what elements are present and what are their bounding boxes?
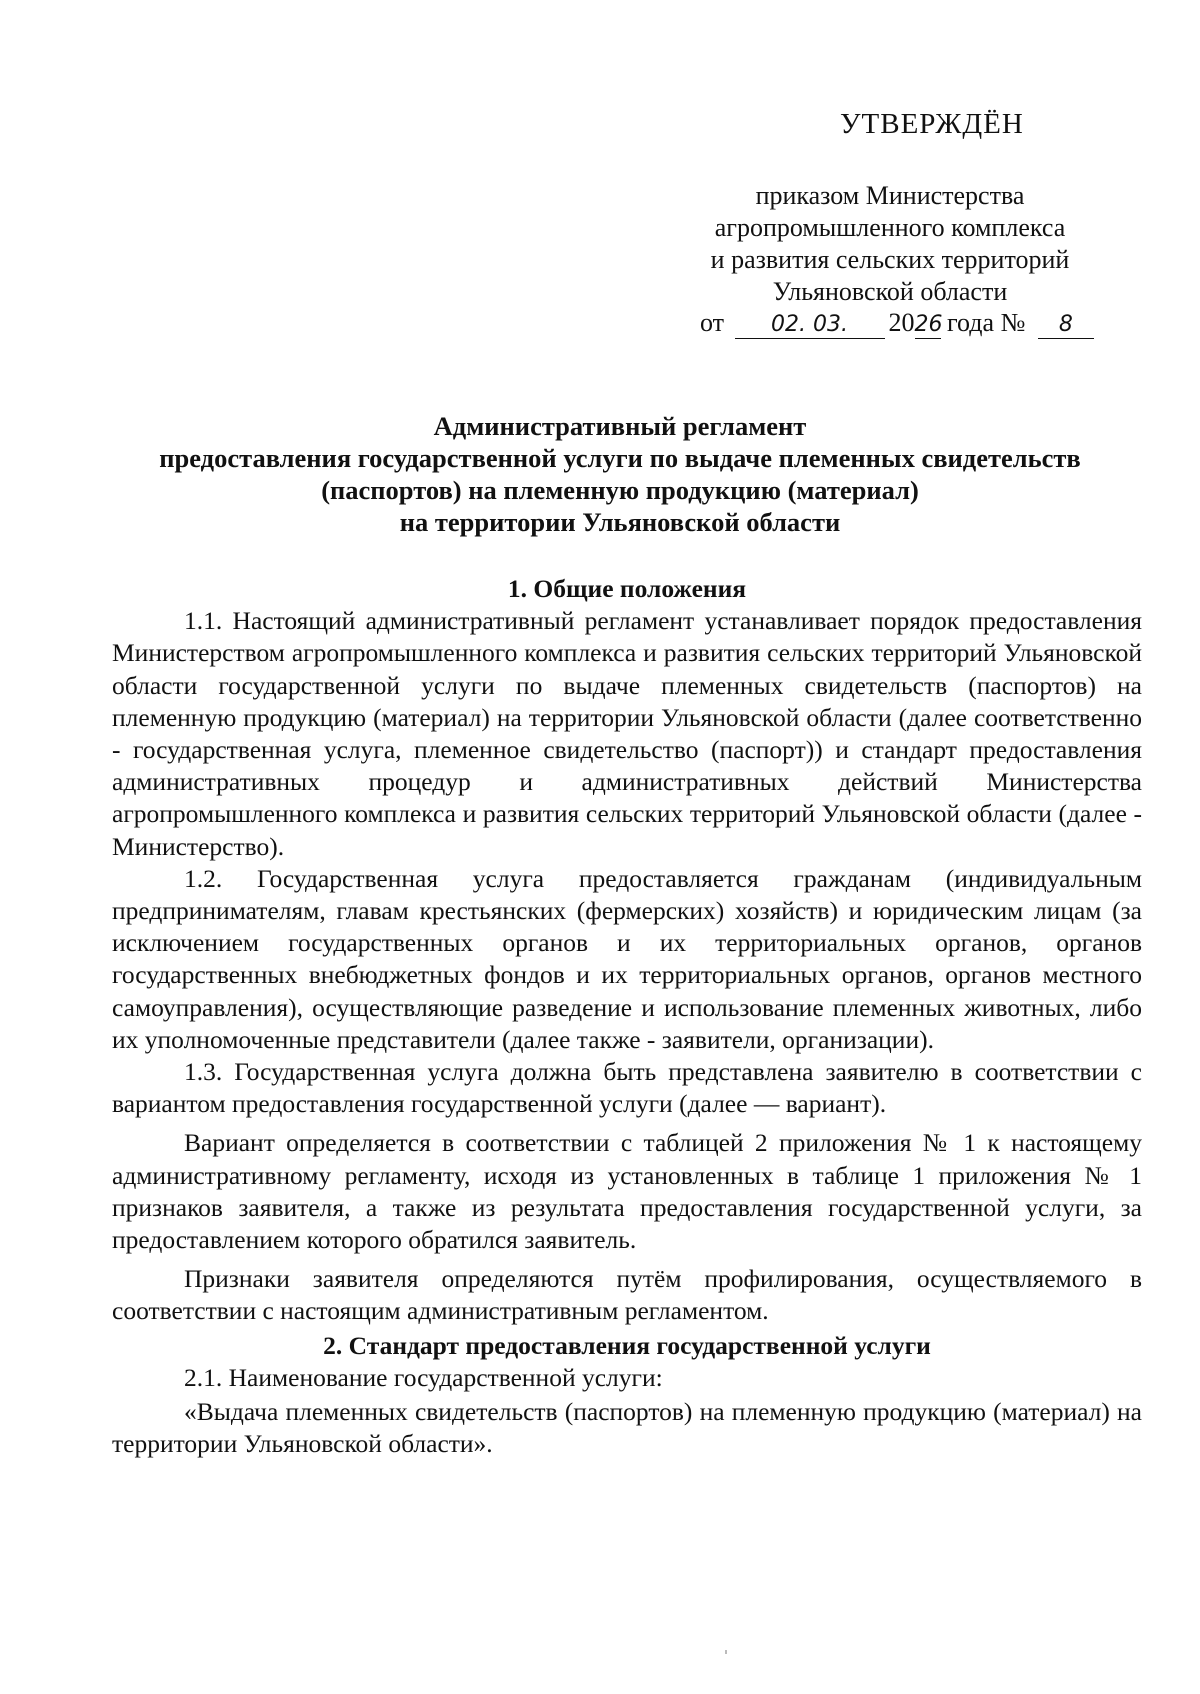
paragraph: Вариант определяется в соответствии с таблицей 2 приложения № 1 к настоящему административному регламенту, исходя из установленных в таблице 1 приложения № 1 признаков заявителя, а также из результата предоставления государственной услуги, за предоставлением которого обратился заявитель.	[112, 1128, 1142, 1255]
section-heading-general: 1. Общие положения	[507, 574, 747, 603]
paragraph: 2.1. Наименование государственной услуги:	[184, 1362, 663, 1392]
handwritten-date: 02. 03.	[735, 312, 885, 339]
date-prefix: от	[700, 308, 725, 337]
approval-date-line	[700, 307, 1094, 339]
handwritten-order-number: 8	[1038, 312, 1094, 339]
title-line: предоставления государственной услуги по выдаче племенных свидетельств	[159, 443, 1081, 473]
paragraph: 1.3. Государственная услуга должна быть представлена заявителю в соответствии с вариантом предоставления государственной услуги (далее — вариант).	[112, 1057, 1142, 1119]
year-suffix: года №	[947, 308, 1026, 337]
title-line: на территории Ульяновской области	[399, 507, 841, 537]
title-line: Административный регламент	[433, 411, 807, 441]
approval-order-text	[680, 180, 1100, 308]
approved-heading: УТВЕРЖДЁН	[840, 108, 1024, 140]
section-heading-standard: 2. Стандарт предоставления государственной услуги	[323, 1330, 931, 1360]
approval-line: и развития сельских территорий	[710, 245, 1070, 274]
year-prefix: 20	[888, 308, 915, 337]
document-title	[100, 410, 1140, 538]
paragraph: 1.1. Настоящий административный регламент устанавливает порядок предоставления Министерством агропромышленного комплекса и развития сельских территорий Ульяновской области государственной услуги по выдаче племенных свидетельств (паспортов) на племенную продукцию (материал) на территории Ульяновской области (далее соответственно - государственная услуга, племенное свидетельство (паспорт)) и стандарт предоставления административных процедур и административных действий Министерства агропромышленного комплекса и развития сельских территорий Ульяновской области (далее - Министерство).	[112, 606, 1142, 861]
paragraph: 1.2. Государственная услуга предоставляется гражданам (индивидуальным предпринимателям, главам крестьянских (фермерских) хозяйств) и юридическим лицам (за исключением государственных органов и их территориальных органов, органов государственных внебюджетных фондов и их территориальных органов, органов местного самоуправления), осуществляющие разведение и использование племенных животных, либо их уполномоченные представители (далее также - заявители, организации).	[112, 863, 1142, 1054]
title-line: (паспортов) на племенную продукцию (материал)	[321, 475, 919, 505]
paragraph: «Выдача племенных свидетельств (паспортов) на племенную продукцию (материал) на территории Ульяновской области».	[112, 1397, 1142, 1459]
handwritten-year: 26	[914, 312, 943, 337]
approval-line: приказом Министерства	[755, 181, 1025, 210]
approval-line: Ульяновской области	[772, 277, 1008, 306]
scan-speck	[725, 1650, 727, 1654]
approval-line: агропромышленного комплекса	[714, 213, 1066, 242]
document-body	[112, 573, 1142, 1460]
paragraph: Признаки заявителя определяются путём профилирования, осуществляемого в соответствии с настоящим административным регламентом.	[112, 1264, 1142, 1326]
